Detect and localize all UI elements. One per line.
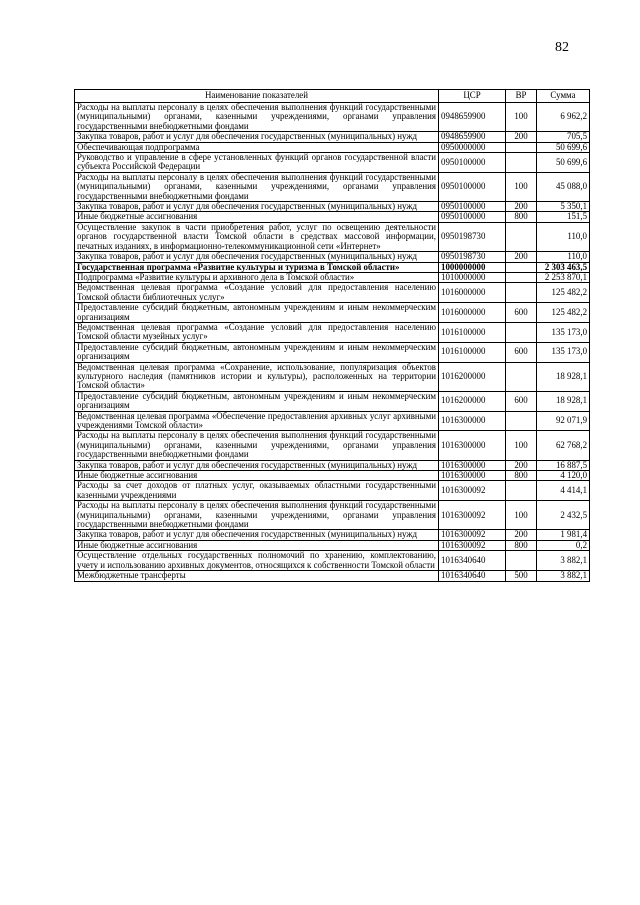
row-name: Расходы на выплаты персоналу в целях обеспечения выполнения функций государственными (муниципальными) органами, казенными учреждениями, органами управления государственными внебюджетными фондами [75,172,439,201]
table-header-row [75,90,590,103]
row-csr: 1016100000 [439,342,506,362]
row-vr: 800 [506,540,537,550]
row-vr: 200 [506,460,537,470]
row-sum: 18 928,1 [537,391,590,411]
table-row [75,431,590,460]
row-sum: 3 882,1 [537,571,590,581]
row-vr [506,222,537,251]
row-vr: 200 [506,132,537,142]
table-row [75,530,590,540]
table-row [75,391,590,411]
row-csr: 1016000000 [439,303,506,323]
row-name: Обеспечивающая подпрограмма [75,142,439,152]
row-vr [506,481,537,501]
row-vr: 200 [506,202,537,212]
row-name: Расходы на выплаты персоналу в целях обеспечения выполнения функций государственными (муниципальными) органами, казенными учреждениями, органами управления государственными внебюджетными фондами [75,103,439,132]
row-csr: 0950000000 [439,142,506,152]
row-vr: 100 [506,103,537,132]
row-vr: 800 [506,471,537,481]
row-csr: 1016300092 [439,501,506,530]
row-vr [506,322,537,342]
row-vr: 600 [506,303,537,323]
table-row [75,272,590,282]
table-row [75,103,590,132]
row-sum: 125 482,2 [537,303,590,323]
row-name: Закупка товаров, работ и услуг для обеспечения государственных (муниципальных) нужд [75,132,439,142]
row-csr: 1000000000 [439,262,506,272]
row-sum: 125 482,2 [537,283,590,303]
row-sum: 705,5 [537,132,590,142]
row-csr: 1016300000 [439,431,506,460]
row-sum: 5 350,1 [537,202,590,212]
row-vr [506,153,537,173]
header-csr: ЦСР [439,90,506,103]
row-name: Закупка товаров, работ и услуг для обеспечения государственных (муниципальных) нужд [75,202,439,212]
row-csr: 1016300092 [439,481,506,501]
table-row [75,342,590,362]
row-vr: 800 [506,212,537,222]
row-csr: 1016300000 [439,411,506,431]
row-sum: 1 981,4 [537,530,590,540]
row-sum: 2 303 463,5 [537,262,590,272]
header-sum: Сумма [537,90,590,103]
table-row [75,481,590,501]
table-row [75,252,590,262]
row-vr [506,411,537,431]
table-row [75,172,590,201]
row-sum: 45 088,0 [537,172,590,201]
row-vr: 100 [506,172,537,201]
row-sum: 0,2 [537,540,590,550]
row-name: Предоставление субсидий бюджетным, автономным учреждениям и иным некоммерческим организациям [75,303,439,323]
table-row [75,222,590,251]
row-vr [506,142,537,152]
row-sum: 110,0 [537,252,590,262]
row-sum: 4 414,1 [537,481,590,501]
row-sum: 62 768,2 [537,431,590,460]
table-row [75,132,590,142]
table-row [75,460,590,470]
row-sum: 3 882,1 [537,551,590,571]
row-vr: 200 [506,530,537,540]
row-name: Осуществление отдельных государственных полномочий по хранению, комплектованию, учету и использованию архивных документов, относящихся к собственности Томской области [75,551,439,571]
row-name: Иные бюджетные ассигнования [75,471,439,481]
row-vr: 600 [506,342,537,362]
row-csr: 1016300000 [439,471,506,481]
table-row [75,571,590,581]
table-row [75,471,590,481]
row-name: Осуществление закупок в части приобретения работ, услуг по освещению деятельности органов государственной власти Томской области в средствах массовой информации, печатных изданиях, в информационно-телекоммуникационной сети «Интернет» [75,222,439,251]
row-vr: 600 [506,391,537,411]
row-csr: 0948659900 [439,103,506,132]
table-row [75,212,590,222]
row-name: Расходы на выплаты персоналу в целях обеспечения выполнения функций государственными (муниципальными) органами, казенными учреждениями, органами управления государственными внебюджетными фондами [75,431,439,460]
row-csr: 1016340640 [439,571,506,581]
row-vr [506,551,537,571]
row-name: Расходы за счет доходов от платных услуг, оказываемых областными государственными казенными учреждениями [75,481,439,501]
row-name: Закупка товаров, работ и услуг для обеспечения государственных (муниципальных) нужд [75,530,439,540]
row-sum: 151,5 [537,212,590,222]
row-vr: 100 [506,431,537,460]
row-csr: 1010000000 [439,272,506,282]
row-csr: 1016100000 [439,322,506,342]
row-csr: 1016300000 [439,460,506,470]
page-number: 82 [555,40,569,55]
row-csr: 0950198730 [439,252,506,262]
row-sum: 135 173,0 [537,342,590,362]
table-row [75,153,590,173]
row-sum: 135 173,0 [537,322,590,342]
row-name: Иные бюджетные ассигнования [75,540,439,550]
table-row [75,262,590,272]
row-csr: 1016340640 [439,551,506,571]
row-name: Предоставление субсидий бюджетным, автономным учреждениям и иным некоммерческим организациям [75,391,439,411]
row-name: Межбюджетные трансферты [75,571,439,581]
table-row [75,202,590,212]
row-csr: 1016000000 [439,283,506,303]
row-csr: 0950100000 [439,172,506,201]
row-name: Ведомственная целевая программа «Сохранение, использование, популяризация объектов культурного наследия (памятников истории и культуры), расположенных на территории Томской области» [75,362,439,391]
row-vr [506,283,537,303]
row-sum: 92 071,9 [537,411,590,431]
row-sum: 110,0 [537,222,590,251]
row-csr: 1016300092 [439,540,506,550]
row-sum: 2 253 870,1 [537,272,590,282]
row-csr: 0950100000 [439,212,506,222]
row-sum: 50 699,6 [537,142,590,152]
row-sum: 16 887,5 [537,460,590,470]
row-csr: 0950100000 [439,202,506,212]
table-row [75,540,590,550]
table-row [75,322,590,342]
table-row [75,501,590,530]
table-row [75,551,590,571]
row-name: Иные бюджетные ассигнования [75,212,439,222]
row-name: Подпрограмма «Развитие культуры и архивного дела в Томской области» [75,272,439,282]
row-csr: 1016300092 [439,530,506,540]
row-sum: 18 928,1 [537,362,590,391]
row-vr [506,262,537,272]
row-name: Руководство и управление в сфере установленных функций органов государственной власти субъекта Российской Федерации [75,153,439,173]
row-csr: 1016200000 [439,362,506,391]
header-vr: ВР [506,90,537,103]
row-vr: 100 [506,501,537,530]
row-name: Ведомственная целевая программа «Создание условий для предоставления населению Томской области музейных услуг» [75,322,439,342]
row-name: Государственная программа «Развитие культуры и туризма в Томской области» [75,262,439,272]
row-vr [506,362,537,391]
row-name: Ведомственная целевая программа «Создание условий для предоставления населению Томской области библиотечных услуг» [75,283,439,303]
table-row [75,283,590,303]
table-row [75,362,590,391]
row-csr: 0950100000 [439,153,506,173]
row-sum: 4 120,0 [537,471,590,481]
row-vr [506,272,537,282]
row-vr: 200 [506,252,537,262]
row-sum: 6 962,2 [537,103,590,132]
row-csr: 1016200000 [439,391,506,411]
row-sum: 2 432,5 [537,501,590,530]
row-vr: 500 [506,571,537,581]
table-row [75,142,590,152]
row-name: Ведомственная целевая программа «Обеспечение предоставления архивных услуг архивными учреждениями Томской области» [75,411,439,431]
table-row [75,303,590,323]
row-name: Предоставление субсидий бюджетным, автономным учреждениям и иным некоммерческим организациям [75,342,439,362]
table-row [75,411,590,431]
row-csr: 0948659900 [439,132,506,142]
budget-table [74,89,590,582]
row-name: Расходы на выплаты персоналу в целях обеспечения выполнения функций государственными (муниципальными) органами, казенными учреждениями, органами управления государственными внебюджетными фондами [75,501,439,530]
row-name: Закупка товаров, работ и услуг для обеспечения государственных (муниципальных) нужд [75,460,439,470]
row-sum: 50 699,6 [537,153,590,173]
row-csr: 0950198730 [439,222,506,251]
row-name: Закупка товаров, работ и услуг для обеспечения государственных (муниципальных) нужд [75,252,439,262]
header-name: Наименование показателей [75,90,439,103]
